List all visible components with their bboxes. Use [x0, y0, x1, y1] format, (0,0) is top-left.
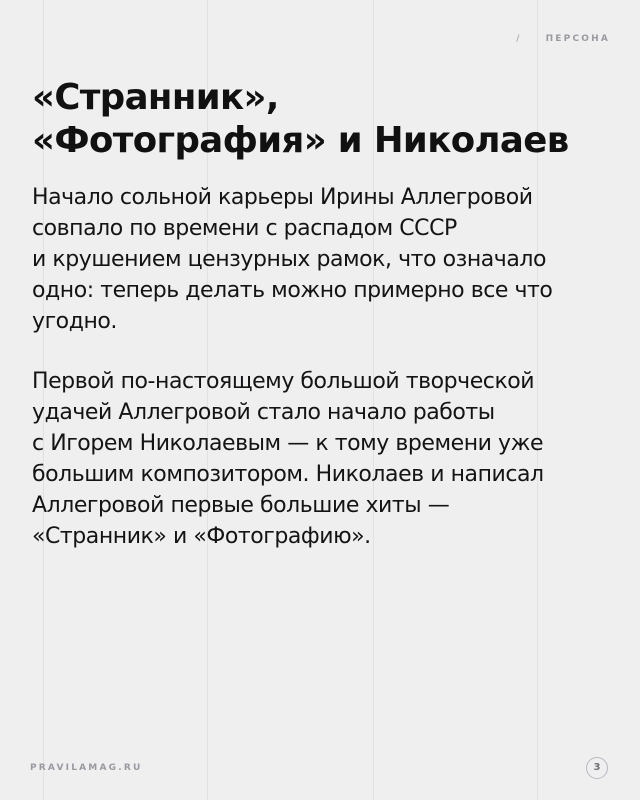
paragraph-line: и крушением цензурных рамок, что означало [32, 247, 546, 272]
page-number-badge: 3 [586, 757, 608, 779]
paragraph-line: совпало по времени с распадом СССР [32, 216, 457, 241]
paragraph-line: удачей Аллегровой стало начало работы [32, 400, 495, 425]
section-slash: / [516, 34, 522, 44]
body-paragraph-1 [32, 182, 622, 337]
paragraph-line: одно: теперь делать можно примерно все что [32, 278, 553, 303]
title-line: «Фотография» и Николаев [32, 120, 569, 161]
paragraph-line: с Игорем Николаевым — к тому времени уже [32, 431, 544, 456]
section-label [516, 34, 610, 44]
paragraph-line: большим композитором. Николаев и написал [32, 462, 544, 487]
paragraph-line: угодно. [32, 309, 117, 334]
title-line: «Странник», [32, 77, 279, 118]
paragraph-line: Аллегровой первые большие хиты — [32, 493, 450, 518]
section-name: ПЕРСОНА [545, 34, 610, 44]
paragraph-line: Начало сольной карьеры Ирины Аллегровой [32, 185, 533, 210]
paragraph-line: «Странник» и «Фотографию». [32, 524, 371, 549]
article-title [32, 76, 622, 162]
site-url: PRAVILAMAG.RU [30, 763, 143, 773]
paragraph-line: Первой по-настоящему большой творческой [32, 369, 535, 394]
body-paragraph-2 [32, 366, 622, 552]
